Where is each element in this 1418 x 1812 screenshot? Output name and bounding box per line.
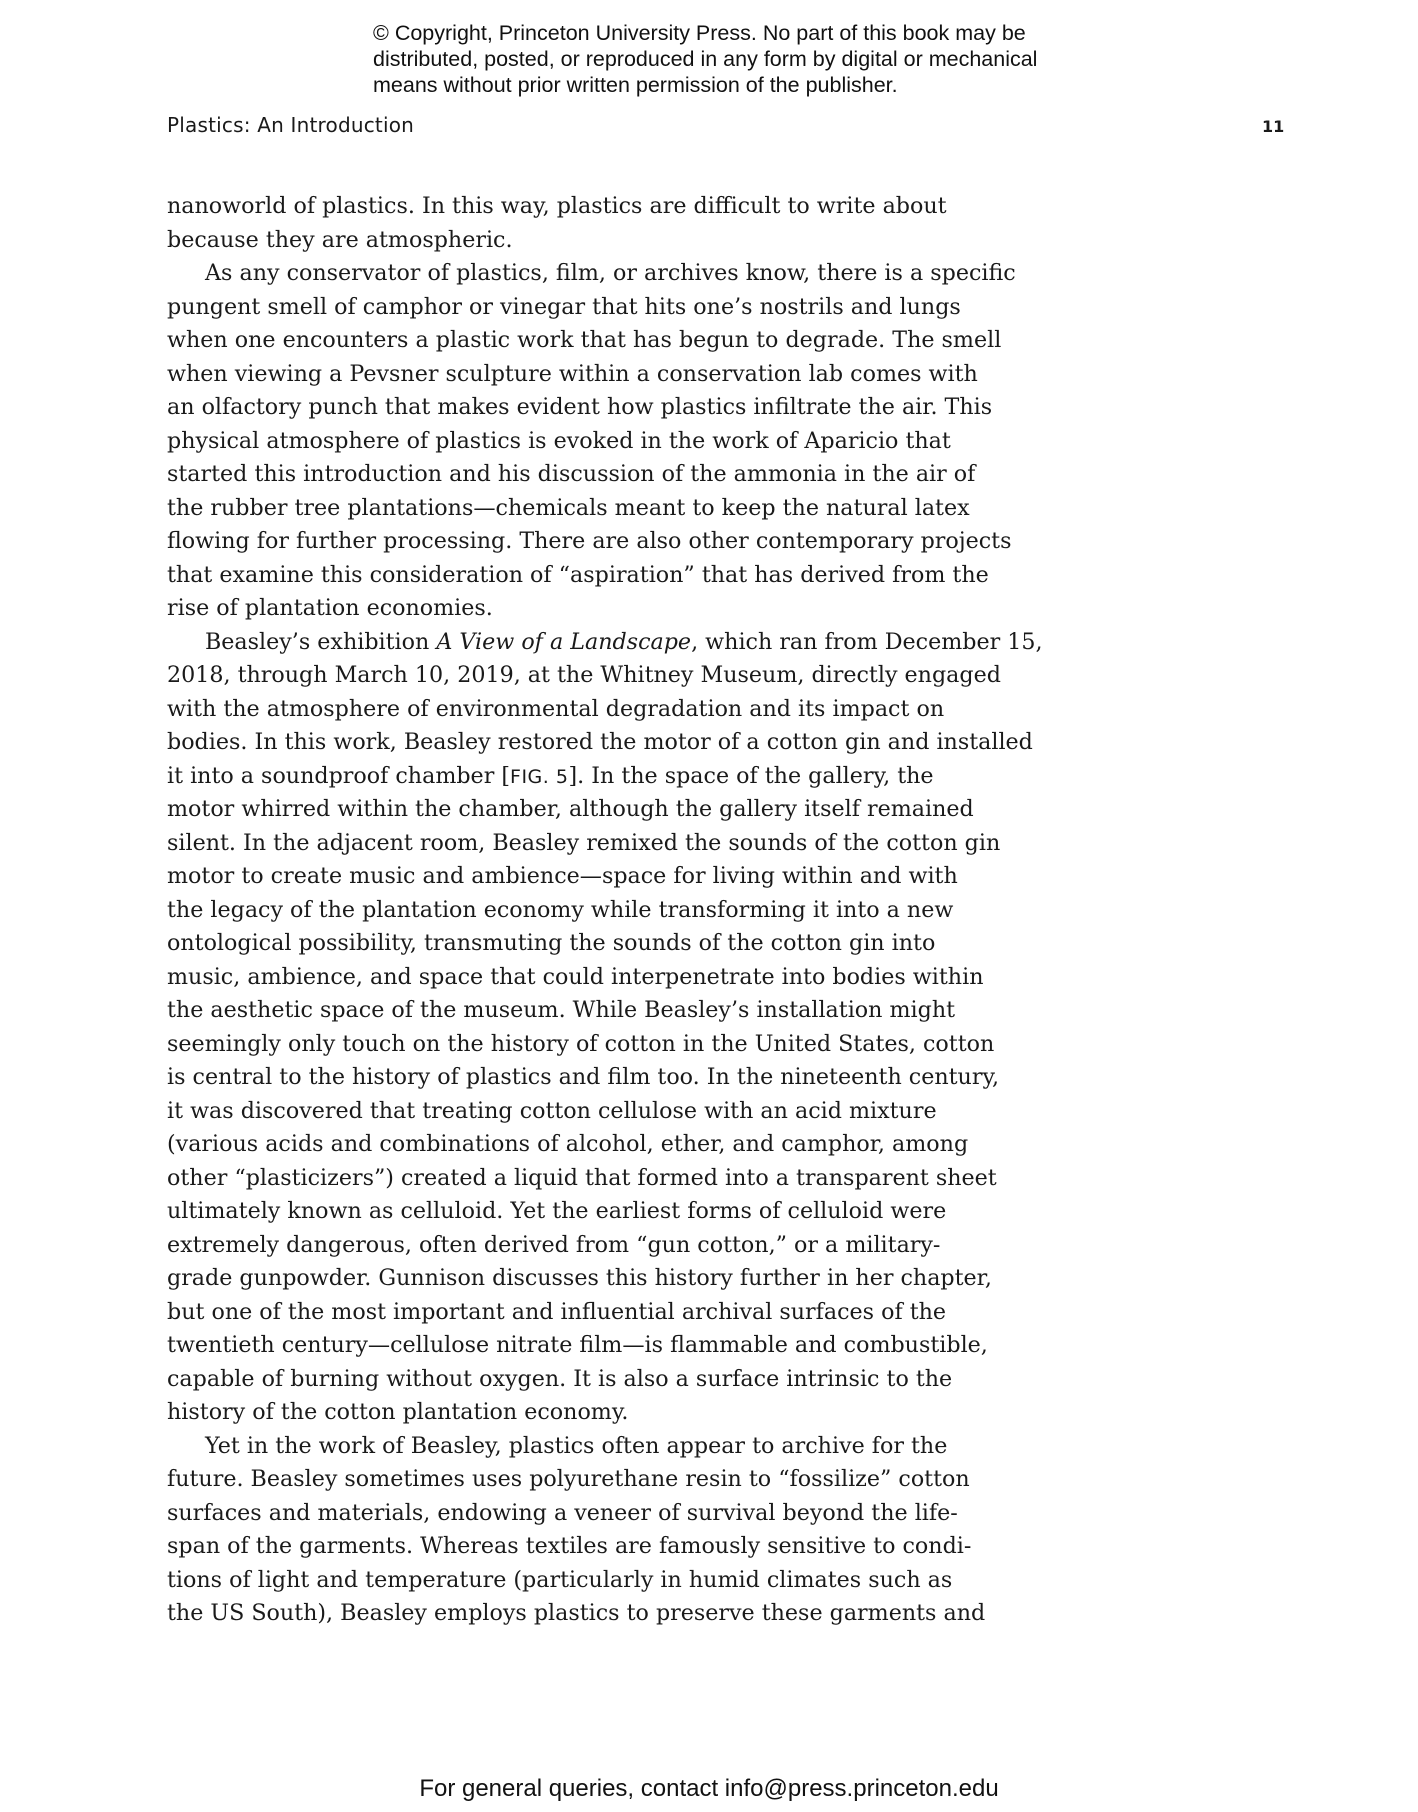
text-line: 2018, through March 10, 2019, at the Whitney Museum, directly engaged (167, 662, 1001, 688)
running-head: Plastics: An Introduction (167, 113, 415, 137)
exhibition-title: A View of a Landscape (436, 628, 692, 655)
text-line: tions of light and temperature (particularly in humid climates such as (167, 1566, 953, 1593)
text-line: twentieth century—cellulose nitrate film—is flammable and combustible, (167, 1332, 988, 1358)
text-line: history of the cotton plantation economy. (167, 1399, 629, 1425)
text-line: capable of burning without oxygen. It is also a surface intrinsic to the (167, 1365, 953, 1392)
text-segment: , which ran from December 15, (691, 628, 1043, 655)
footer-contact: For general queries, contact info@press.princeton.edu (419, 1775, 999, 1802)
text-line: the rubber tree plantations—chemicals meant to keep the natural latex (167, 494, 970, 521)
text-line: other “plasticizers”) created a liquid that formed into a transparent sheet (167, 1164, 997, 1191)
paragraph-start-line (167, 626, 1043, 660)
copyright-notice (373, 20, 1093, 98)
text-line: the US South), Beasley employs plastics to preserve these garments and (167, 1600, 986, 1626)
text-line: future. Beasley sometimes uses polyurethane resin to “fossilize” cotton (167, 1466, 970, 1492)
text-line: is central to the history of plastics and film too. In the nineteenth century, (167, 1064, 1000, 1090)
text-line: motor whirred within the chamber, although the gallery itself remained (167, 796, 974, 822)
copyright-line: distributed, posted, or reproduced in any form by digital or mechanical (373, 47, 1038, 71)
text-line: but one of the most important and influential archival surfaces of the (167, 1298, 947, 1325)
body-text (167, 190, 1043, 1631)
text-line: nanoworld of plastics. In this way, plastics are difficult to write about (167, 193, 947, 219)
copyright-line: means without prior written permission of the publisher. (373, 73, 898, 97)
text-segment: it into a soundproof chamber [ (167, 762, 511, 789)
text-line: the legacy of the plantation economy while transforming it into a new (167, 896, 954, 923)
copyright-line: © Copyright, Princeton University Press. No part of this book may be (373, 21, 1026, 45)
text-line: flowing for further processing. There are also other contemporary projects (167, 528, 1012, 554)
text-line: ontological possibility, transmuting the sounds of the cotton gin into (167, 930, 936, 956)
paragraph-start-line: As any conservator of plastics, film, or archives know, there is a specific (205, 260, 1016, 286)
text-segment: Beasley’s exhibition (205, 628, 437, 655)
text-line: when viewing a Pevsner sculpture within a conservation lab comes with (167, 360, 978, 387)
text-line: rise of plantation economies. (167, 595, 493, 621)
text-line: physical atmosphere of plastics is evoked in the work of Aparicio that (167, 427, 951, 454)
text-line: started this introduction and his discussion of the ammonia in the air of (167, 461, 976, 487)
text-line: an olfactory punch that makes evident how plastics infiltrate the air. This (167, 394, 993, 420)
text-line: motor to create music and ambience—space for living within and with (167, 863, 958, 889)
text-line (167, 760, 1017, 794)
text-line: bodies. In this work, Beasley restored the motor of a cotton gin and installed (167, 729, 1033, 755)
text-line: it was discovered that treating cotton cellulose with an acid mixture (167, 1097, 937, 1124)
text-line: silent. In the adjacent room, Beasley remixed the sounds of the cotton gin (167, 829, 1001, 856)
text-line: that examine this consideration of “aspiration” that has derived from the (167, 561, 989, 588)
text-line: pungent smell of camphor or vinegar that hits one’s nostrils and lungs (167, 293, 961, 320)
text-line: seemingly only touch on the history of cotton in the United States, cotton (167, 1030, 995, 1057)
text-line: span of the garments. Whereas textiles are famously sensitive to condi- (167, 1533, 972, 1559)
text-line: ultimately known as celluloid. Yet the earliest forms of celluloid were (167, 1198, 947, 1224)
text-line: the aesthetic space of the museum. While Beasley’s installation might (167, 997, 956, 1023)
figure-reference: FIG. 5 (510, 765, 569, 788)
paragraph-start-line: Yet in the work of Beasley, plastics often appear to archive for the (205, 1432, 948, 1459)
text-line: music, ambience, and space that could interpenetrate into bodies within (167, 963, 984, 990)
text-line: with the atmosphere of environmental degradation and its impact on (167, 695, 945, 722)
text-line: when one encounters a plastic work that has begun to degrade. The smell (167, 327, 1002, 353)
text-segment: ]. In the space of the gallery, the (568, 762, 934, 789)
text-line: extremely dangerous, often derived from “gun cotton,” or a military- (167, 1231, 941, 1258)
text-line: grade gunpowder. Gunnison discusses this history further in her chapter, (167, 1265, 992, 1291)
text-line: because they are atmospheric. (167, 226, 513, 253)
text-line: (various acids and combinations of alcohol, ether, and camphor, among (167, 1131, 969, 1157)
text-line: surfaces and materials, endowing a veneer of survival beyond the life- (167, 1499, 958, 1526)
page-number: 11 (1262, 117, 1285, 136)
